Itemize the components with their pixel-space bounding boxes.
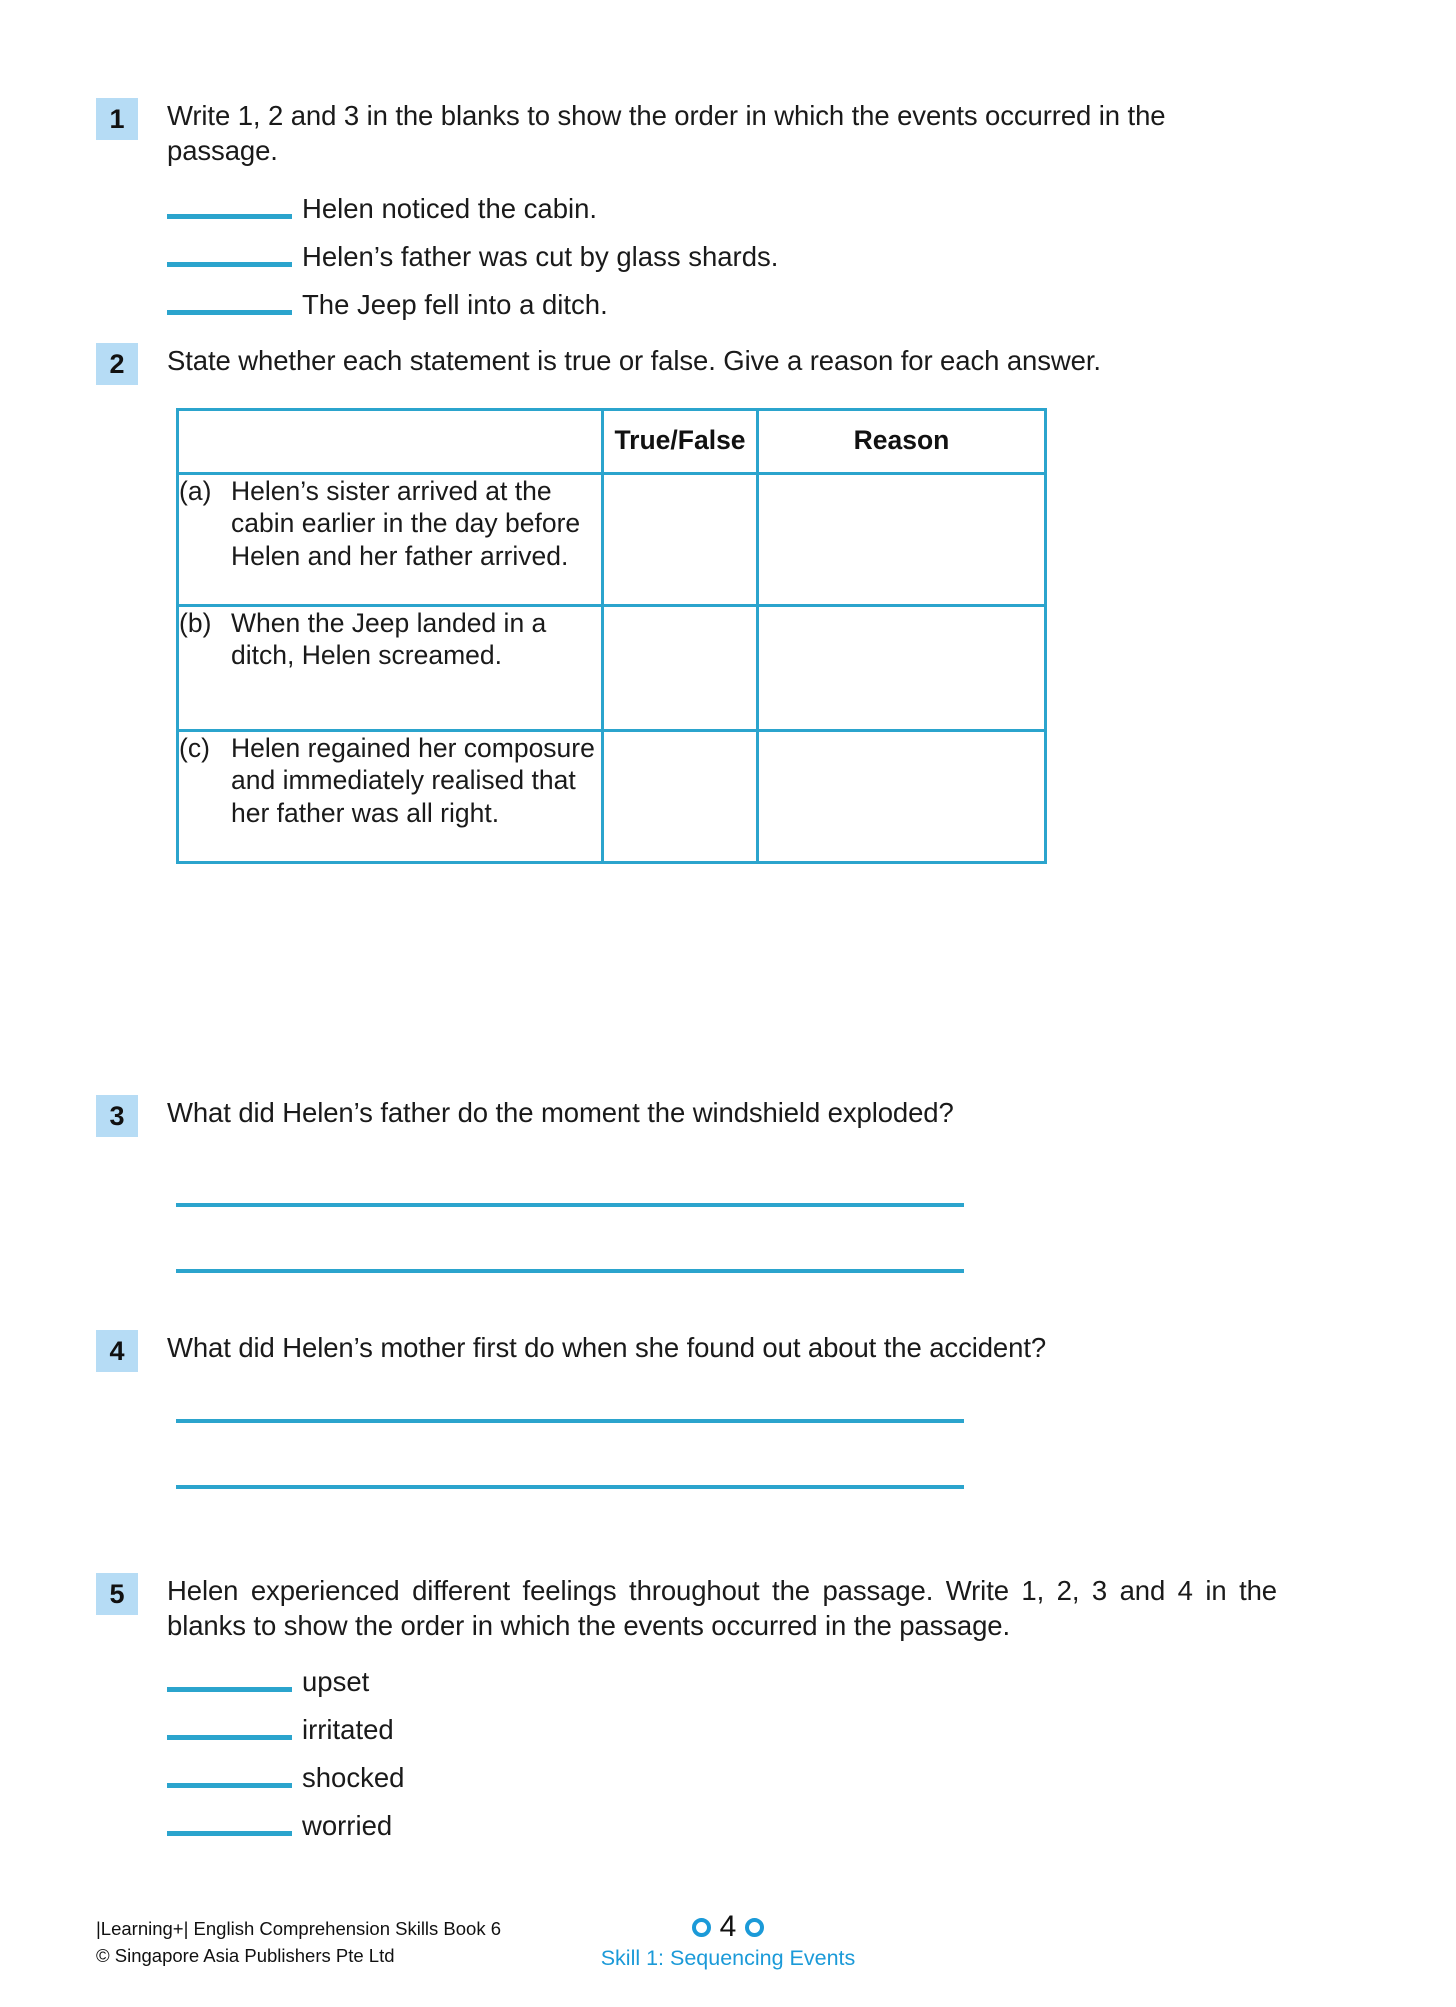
- answer-blank-line[interactable]: [167, 1712, 292, 1740]
- table-row: [178, 474, 1046, 606]
- question-4-number: 4: [96, 1330, 138, 1372]
- footer-book-title: |Learning+| English Comprehension Skills Book 6: [96, 1918, 502, 1940]
- blank-row: [167, 191, 1360, 225]
- question-2: [96, 343, 1360, 864]
- blank-row: [167, 1808, 1360, 1842]
- question-1-prompt: Write 1, 2 and 3 in the blanks to show the order in which the events occurred in the passage.: [167, 100, 1166, 167]
- blank-label: Helen’s father was cut by glass shards.: [302, 241, 779, 273]
- question-1-header: [96, 98, 1360, 169]
- answer-rule-line[interactable]: [176, 1419, 964, 1423]
- blank-row: [167, 239, 1360, 273]
- footer-skill-label: Skill 1: Sequencing Events: [600, 1945, 856, 1970]
- answer-blank-line[interactable]: [167, 1808, 292, 1836]
- blank-row: [167, 1712, 1360, 1746]
- answer-rule-line[interactable]: [176, 1269, 964, 1273]
- answer-rule-line[interactable]: [176, 1203, 964, 1207]
- question-2-prompt: State whether each statement is true or false. Give a reason for each answer.: [167, 345, 1101, 376]
- footer-copyright: © Singapore Asia Publishers Pte Ltd: [96, 1944, 395, 1966]
- blank-label: Helen noticed the cabin.: [302, 193, 598, 225]
- question-3: [96, 1095, 1360, 1273]
- question-2-header: [96, 343, 1360, 385]
- statement-text: Helen’s sister arrived at the cabin earlier in the day before Helen and her father arrived.: [231, 476, 581, 571]
- reason-answer-cell[interactable]: [758, 731, 1046, 863]
- circle-left-icon: [692, 1918, 711, 1937]
- answer-blank-line[interactable]: [167, 239, 292, 267]
- table-header-true-false: True/False: [603, 410, 758, 474]
- blank-label: The Jeep fell into a ditch.: [302, 289, 608, 321]
- blank-label: irritated: [302, 1714, 394, 1746]
- question-3-header: [96, 1095, 1360, 1137]
- page-number-group: [692, 1909, 765, 1943]
- answer-blank-line[interactable]: [167, 191, 292, 219]
- question-1-blanks: [167, 191, 1360, 321]
- circle-right-icon: [745, 1918, 764, 1937]
- blank-row: [167, 1760, 1360, 1794]
- answer-blank-line[interactable]: [167, 287, 292, 315]
- question-4-prompt: What did Helen’s mother first do when she found out about the accident?: [167, 1332, 1047, 1363]
- blank-label: shocked: [302, 1762, 405, 1794]
- statement-cell: [178, 606, 603, 731]
- page-number: 4: [719, 1909, 737, 1943]
- blank-row: [167, 1664, 1360, 1698]
- question-1-number: 1: [96, 98, 138, 140]
- table-header-statement: [178, 410, 603, 474]
- blank-row: [167, 287, 1360, 321]
- statement-letter: (a): [179, 476, 212, 506]
- true-false-answer-cell[interactable]: [603, 731, 758, 863]
- statement-text: Helen regained her composure and immediately realised that her father was all right.: [231, 733, 595, 828]
- statement-text: When the Jeep landed in a ditch, Helen screamed.: [231, 608, 547, 671]
- question-5-number: 5: [96, 1573, 138, 1615]
- true-false-answer-cell[interactable]: [603, 606, 758, 731]
- question-5: [96, 1573, 1360, 1842]
- statement-cell: [178, 474, 603, 606]
- table-header-reason: Reason: [758, 410, 1046, 474]
- question-4-header: [96, 1330, 1360, 1372]
- true-false-answer-cell[interactable]: [603, 474, 758, 606]
- statement-letter: (b): [179, 608, 212, 638]
- true-false-table: [176, 408, 1047, 864]
- question-5-header: [96, 1573, 1360, 1644]
- question-4: [96, 1330, 1360, 1489]
- reason-answer-cell[interactable]: [758, 606, 1046, 731]
- blank-label: worried: [302, 1810, 393, 1842]
- page-footer: [96, 1909, 1360, 1970]
- table-row: [178, 731, 1046, 863]
- footer-publisher-info: [96, 1916, 501, 1969]
- answer-blank-line[interactable]: [167, 1760, 292, 1788]
- question-5-blanks: [167, 1664, 1360, 1842]
- question-1: [96, 98, 1360, 321]
- question-5-prompt: Helen experienced different feelings throughout the passage. Write 1, 2, 3 and 4 in the blanks to show the order in which the events occurred in the passage.: [167, 1575, 1277, 1642]
- table-row: [178, 606, 1046, 731]
- question-3-number: 3: [96, 1095, 138, 1137]
- statement-letter: (c): [179, 733, 210, 763]
- answer-rule-line[interactable]: [176, 1485, 964, 1489]
- answer-blank-line[interactable]: [167, 1664, 292, 1692]
- reason-answer-cell[interactable]: [758, 474, 1046, 606]
- blank-label: upset: [302, 1666, 370, 1698]
- table-header-row: [178, 410, 1046, 474]
- question-2-number: 2: [96, 343, 138, 385]
- question-3-prompt: What did Helen’s father do the moment the windshield exploded?: [167, 1097, 954, 1128]
- statement-cell: [178, 731, 603, 863]
